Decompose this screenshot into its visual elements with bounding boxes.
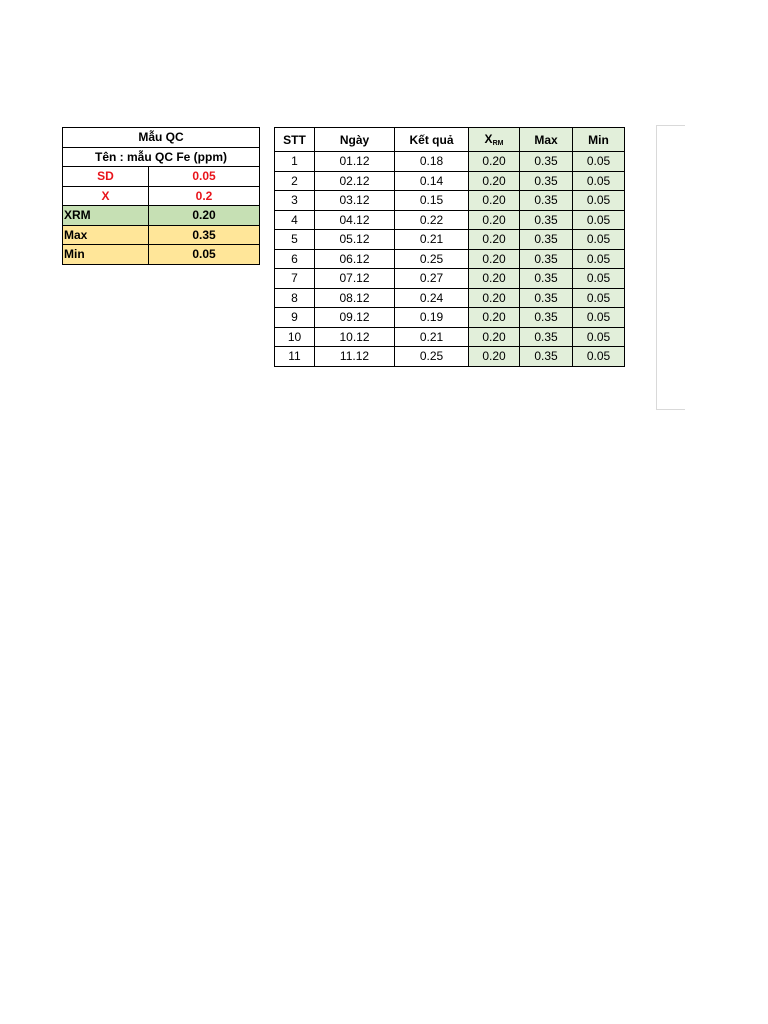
cell-xrm: 0.20 xyxy=(469,171,520,191)
cell-date: 08.12 xyxy=(315,288,395,308)
table-row xyxy=(275,230,625,250)
header-xrm-subscript: RM xyxy=(492,140,504,147)
cell-result: 0.19 xyxy=(395,308,469,328)
cell-xrm: 0.20 xyxy=(469,347,520,367)
header-min: Min xyxy=(573,128,625,152)
qc-x-row xyxy=(63,186,260,206)
cell-stt: 8 xyxy=(275,288,315,308)
qc-min-row xyxy=(63,245,260,265)
cell-date: 09.12 xyxy=(315,308,395,328)
cell-max: 0.35 xyxy=(520,171,573,191)
xrm-value: 0.20 xyxy=(149,206,260,226)
x-value: 0.2 xyxy=(149,186,260,206)
cell-max: 0.35 xyxy=(520,249,573,269)
cell-date: 01.12 xyxy=(315,152,395,172)
cell-stt: 5 xyxy=(275,230,315,250)
table-row xyxy=(275,191,625,211)
cell-date: 03.12 xyxy=(315,191,395,211)
cell-date: 05.12 xyxy=(315,230,395,250)
qc-title: Mẫu QC xyxy=(63,128,260,148)
max-label: Max xyxy=(63,225,149,245)
cell-date: 07.12 xyxy=(315,269,395,289)
cell-stt: 9 xyxy=(275,308,315,328)
cell-xrm: 0.20 xyxy=(469,210,520,230)
cell-min: 0.05 xyxy=(573,249,625,269)
cell-min: 0.05 xyxy=(573,269,625,289)
qc-results-table xyxy=(274,127,625,367)
cell-xrm: 0.20 xyxy=(469,288,520,308)
cell-date: 02.12 xyxy=(315,171,395,191)
qc-sample-name: Tên : mẫu QC Fe (ppm) xyxy=(63,147,260,167)
cell-max: 0.35 xyxy=(520,288,573,308)
table-row xyxy=(275,288,625,308)
cell-max: 0.35 xyxy=(520,347,573,367)
cell-xrm: 0.20 xyxy=(469,191,520,211)
max-value: 0.35 xyxy=(149,225,260,245)
cell-stt: 3 xyxy=(275,191,315,211)
cell-date: 06.12 xyxy=(315,249,395,269)
qc-xrm-row xyxy=(63,206,260,226)
cell-max: 0.35 xyxy=(520,230,573,250)
table-row xyxy=(275,269,625,289)
cell-date: 11.12 xyxy=(315,347,395,367)
cell-min: 0.05 xyxy=(573,210,625,230)
header-xrm-main: X xyxy=(484,132,493,146)
cell-min: 0.05 xyxy=(573,327,625,347)
table-row xyxy=(275,308,625,328)
cell-xrm: 0.20 xyxy=(469,308,520,328)
min-value: 0.05 xyxy=(149,245,260,265)
cell-max: 0.35 xyxy=(520,210,573,230)
cell-stt: 4 xyxy=(275,210,315,230)
cell-min: 0.05 xyxy=(573,308,625,328)
cell-result: 0.22 xyxy=(395,210,469,230)
cell-min: 0.05 xyxy=(573,288,625,308)
cell-stt: 7 xyxy=(275,269,315,289)
cell-max: 0.35 xyxy=(520,269,573,289)
cell-max: 0.35 xyxy=(520,152,573,172)
cell-result: 0.24 xyxy=(395,288,469,308)
cell-max: 0.35 xyxy=(520,191,573,211)
qc-max-row xyxy=(63,225,260,245)
cell-min: 0.05 xyxy=(573,347,625,367)
sd-label: SD xyxy=(63,167,149,187)
cell-result: 0.25 xyxy=(395,249,469,269)
table-header-row xyxy=(275,128,625,152)
cell-result: 0.18 xyxy=(395,152,469,172)
table-row xyxy=(275,171,625,191)
table-row xyxy=(275,210,625,230)
side-panel-outline xyxy=(656,125,685,410)
cell-min: 0.05 xyxy=(573,191,625,211)
cell-min: 0.05 xyxy=(573,171,625,191)
cell-xrm: 0.20 xyxy=(469,327,520,347)
qc-name-row xyxy=(63,147,260,167)
xrm-label: XRM xyxy=(63,206,149,226)
cell-result: 0.21 xyxy=(395,230,469,250)
cell-result: 0.21 xyxy=(395,327,469,347)
min-label: Min xyxy=(63,245,149,265)
cell-stt: 2 xyxy=(275,171,315,191)
table-row xyxy=(275,347,625,367)
cell-stt: 6 xyxy=(275,249,315,269)
cell-min: 0.05 xyxy=(573,230,625,250)
table-row xyxy=(275,249,625,269)
cell-result: 0.15 xyxy=(395,191,469,211)
cell-stt: 1 xyxy=(275,152,315,172)
header-stt: STT xyxy=(275,128,315,152)
cell-max: 0.35 xyxy=(520,308,573,328)
qc-sd-row xyxy=(63,167,260,187)
cell-xrm: 0.20 xyxy=(469,152,520,172)
cell-date: 10.12 xyxy=(315,327,395,347)
cell-result: 0.27 xyxy=(395,269,469,289)
header-result: Kết quả xyxy=(395,128,469,152)
sd-value: 0.05 xyxy=(149,167,260,187)
cell-min: 0.05 xyxy=(573,152,625,172)
cell-xrm: 0.20 xyxy=(469,269,520,289)
header-date: Ngày xyxy=(315,128,395,152)
cell-result: 0.14 xyxy=(395,171,469,191)
cell-xrm: 0.20 xyxy=(469,249,520,269)
x-label: X xyxy=(63,186,149,206)
qc-title-row xyxy=(63,128,260,148)
cell-stt: 10 xyxy=(275,327,315,347)
table-row xyxy=(275,327,625,347)
cell-xrm: 0.20 xyxy=(469,230,520,250)
table-body xyxy=(275,152,625,367)
cell-result: 0.25 xyxy=(395,347,469,367)
header-max: Max xyxy=(520,128,573,152)
header-xrm xyxy=(469,128,520,152)
cell-date: 04.12 xyxy=(315,210,395,230)
qc-info-table xyxy=(62,127,260,265)
cell-stt: 11 xyxy=(275,347,315,367)
table-row xyxy=(275,152,625,172)
cell-max: 0.35 xyxy=(520,327,573,347)
